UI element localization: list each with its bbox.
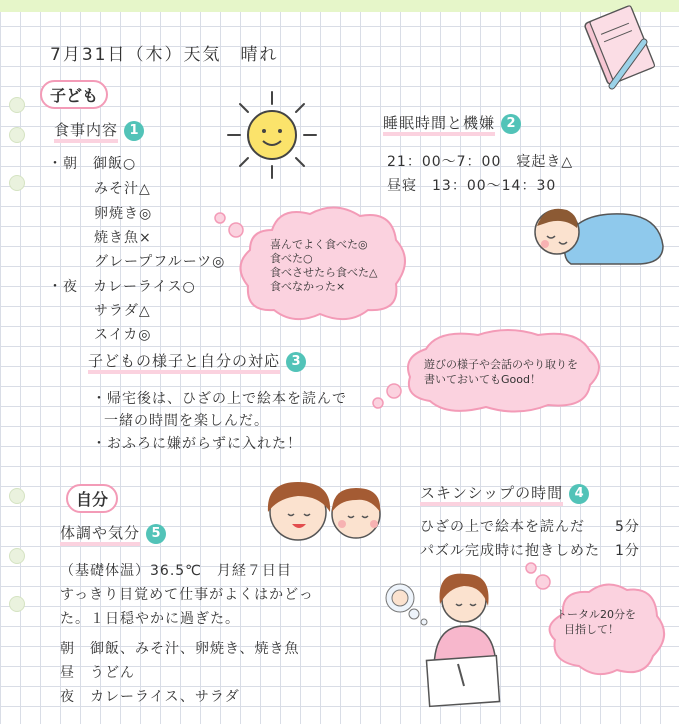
behavior-heading-label: 子どもの様子と自分の対応 [88,352,280,374]
mother-child-faces-icon [258,476,392,542]
condition-line: すっきり目覚めて仕事がよくはかどっ [60,587,314,603]
condition-line: 朝 御飯、みそ汁、卵焼き、焼き魚 [60,641,300,657]
binder-hole [9,488,25,504]
number-badge: 3 [286,352,306,372]
bubble-text: 書いておいてもGood！ [424,373,541,386]
sleep-heading [383,112,521,134]
bubble-text: 食べた○ [270,252,313,265]
skinship-heading [420,482,589,504]
binder-hole [9,596,25,612]
sleep-heading-label: 睡眠時間と機嫌 [383,114,495,136]
bubble-text: 食べなかった× [270,280,346,293]
meal-line: グレープフルーツ◎ [94,254,226,270]
behavior-line: ・帰宅後は、ひざの上で絵本を読んで [92,391,347,407]
meal-line: ・朝 御飯○ [48,156,137,172]
skinship-heading-label: スキンシップの時間 [420,484,563,506]
number-badge: 5 [146,524,166,544]
bubble-text: 食べさせたら食べた△ [270,266,378,279]
meal-line: 焼き魚× [94,230,152,246]
self-tag: 自分 [66,484,118,513]
sleep-line: 昼寝 13：00〜14：30 [387,178,557,194]
binder-hole [9,548,25,564]
behavior-heading [88,350,306,372]
condition-line: （基礎体温）36.5℃ 月経７日目 [60,563,292,579]
meal-line: サラダ△ [94,303,151,319]
notebook-icon [578,4,664,94]
meal-line: 卵焼き◎ [94,206,153,222]
bubble-text: 目指して！ [564,623,619,636]
condition-line: 昼 うどん [60,665,135,681]
condition-line: た。１日穏やかに過ぎた。 [60,611,240,627]
skinship-line: ひざの上で絵本を読んだ 5分 [420,519,640,535]
meal-line: みそ汁△ [94,181,151,197]
sun-icon [222,90,322,180]
child-tag: 子ども [40,80,108,109]
number-badge: 1 [124,121,144,141]
meal-heading [54,119,144,141]
meal-heading-label: 食事内容 [54,121,118,143]
bubble-text: 喜んでよく食べた◎ [270,238,368,251]
behavior-line: ・おふろに嫌がらずに入れた！ [92,436,302,452]
mother-writing-icon [378,560,508,710]
number-badge: 4 [569,484,589,504]
bubble-text: トータル20分を [556,608,636,621]
behavior-line: 一緒の時間を楽しんだ。 [104,413,269,429]
condition-heading-label: 体調や気分 [60,524,140,546]
binder-hole [9,127,25,143]
condition-heading [60,522,166,544]
sleeping-child-icon [527,198,667,268]
binder-hole [9,175,25,191]
skinship-line: パズル完成時に抱きしめた 1分 [420,543,640,559]
meal-line: スイカ◎ [94,327,152,343]
bubble-text: 遊びの様子や会話のやり取りを [424,358,578,371]
meal-line: ・夜 カレーライス○ [48,279,196,295]
number-badge: 2 [501,114,521,134]
sleep-line: 21：00〜7：00 寝起き△ [387,154,574,170]
binder-hole [9,97,25,113]
condition-line: 夜 カレーライス、サラダ [60,689,240,705]
page-date: 7月31日（木）天気 晴れ [50,45,279,65]
